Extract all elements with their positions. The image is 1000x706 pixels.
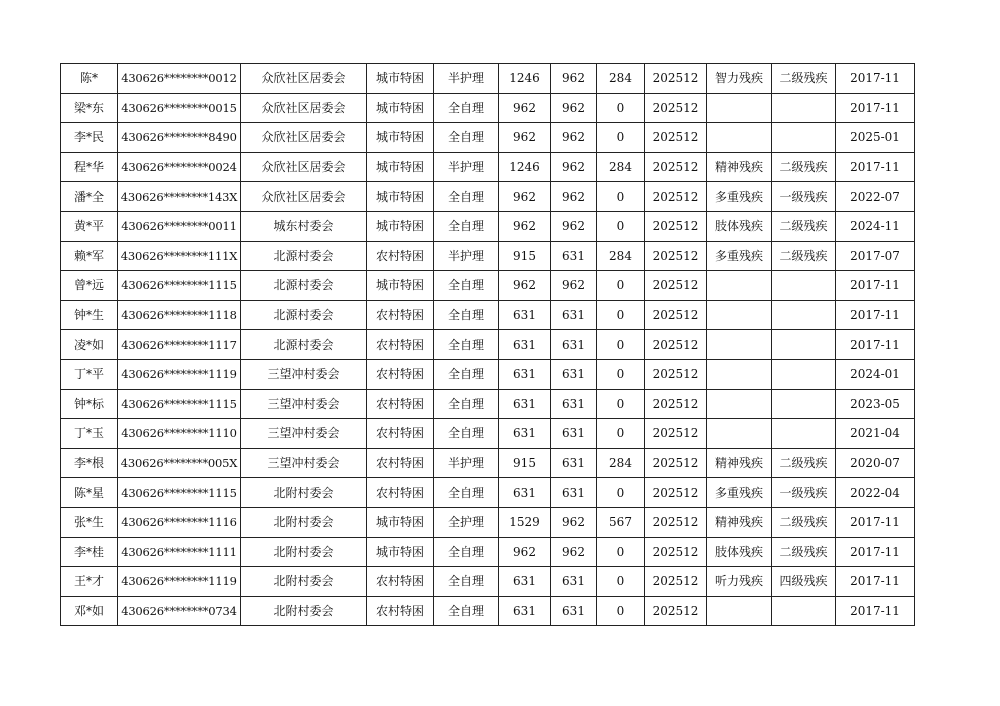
disability-grade-cell: [772, 389, 836, 419]
disability-grade-cell: 二级残疾: [772, 152, 836, 182]
disability-grade-cell: [772, 359, 836, 389]
care-subsidy-cell: 0: [597, 567, 645, 597]
base-amount-cell: 962: [551, 211, 597, 241]
table-row: [61, 93, 915, 123]
table-row: [61, 182, 915, 212]
community-cell: 众欣社区居委会: [241, 123, 367, 153]
disability-grade-cell: 二级残疾: [772, 537, 836, 567]
table-row: [61, 507, 915, 537]
disability-grade-cell: 二级残疾: [772, 64, 836, 94]
care-subsidy-cell: 0: [597, 537, 645, 567]
disability-type-cell: 精神残疾: [707, 152, 772, 182]
table-row: [61, 271, 915, 301]
period-cell: 202512: [645, 123, 707, 153]
total-amount-cell: 631: [499, 419, 551, 449]
table-row: [61, 64, 915, 94]
disability-grade-cell: 二级残疾: [772, 241, 836, 271]
id-number-cell: 430626********8490: [118, 123, 241, 153]
total-amount-cell: 915: [499, 241, 551, 271]
total-amount-cell: 631: [499, 389, 551, 419]
table-row: [61, 448, 915, 478]
base-amount-cell: 631: [551, 596, 597, 626]
community-cell: 北附村委会: [241, 596, 367, 626]
name-cell: 凌*如: [61, 330, 118, 360]
start-date-cell: 2017-11: [836, 300, 915, 330]
category-cell: 农村特困: [367, 567, 434, 597]
community-cell: 三望冲村委会: [241, 419, 367, 449]
name-cell: 钟*标: [61, 389, 118, 419]
community-cell: 北源村委会: [241, 271, 367, 301]
table-row: [61, 596, 915, 626]
community-cell: 三望冲村委会: [241, 389, 367, 419]
base-amount-cell: 962: [551, 537, 597, 567]
start-date-cell: 2017-11: [836, 271, 915, 301]
total-amount-cell: 962: [499, 537, 551, 567]
period-cell: 202512: [645, 448, 707, 478]
community-cell: 北源村委会: [241, 330, 367, 360]
care-level-cell: 半护理: [434, 64, 499, 94]
care-subsidy-cell: 0: [597, 419, 645, 449]
community-cell: 众欣社区居委会: [241, 182, 367, 212]
table-row: [61, 330, 915, 360]
category-cell: 农村特困: [367, 330, 434, 360]
table-row: [61, 419, 915, 449]
care-level-cell: 全自理: [434, 567, 499, 597]
name-cell: 张*生: [61, 507, 118, 537]
start-date-cell: 2021-04: [836, 419, 915, 449]
care-level-cell: 全自理: [434, 271, 499, 301]
care-level-cell: 半护理: [434, 448, 499, 478]
start-date-cell: 2017-11: [836, 537, 915, 567]
care-subsidy-cell: 0: [597, 182, 645, 212]
name-cell: 曾*远: [61, 271, 118, 301]
table-row: [61, 359, 915, 389]
period-cell: 202512: [645, 241, 707, 271]
total-amount-cell: 1246: [499, 152, 551, 182]
name-cell: 丁*平: [61, 359, 118, 389]
total-amount-cell: 631: [499, 596, 551, 626]
id-number-cell: 430626********0734: [118, 596, 241, 626]
disability-grade-cell: 二级残疾: [772, 211, 836, 241]
disability-type-cell: [707, 123, 772, 153]
base-amount-cell: 631: [551, 448, 597, 478]
start-date-cell: 2023-05: [836, 389, 915, 419]
base-amount-cell: 631: [551, 419, 597, 449]
disability-grade-cell: [772, 300, 836, 330]
care-level-cell: 全自理: [434, 93, 499, 123]
care-level-cell: 全自理: [434, 300, 499, 330]
category-cell: 农村特困: [367, 478, 434, 508]
care-subsidy-cell: 0: [597, 389, 645, 419]
name-cell: 丁*玉: [61, 419, 118, 449]
category-cell: 城市特困: [367, 152, 434, 182]
category-cell: 农村特困: [367, 596, 434, 626]
base-amount-cell: 962: [551, 182, 597, 212]
total-amount-cell: 631: [499, 478, 551, 508]
disability-type-cell: 精神残疾: [707, 448, 772, 478]
id-number-cell: 430626********1115: [118, 389, 241, 419]
base-amount-cell: 962: [551, 93, 597, 123]
period-cell: 202512: [645, 211, 707, 241]
id-number-cell: 430626********1119: [118, 567, 241, 597]
disability-grade-cell: 四级残疾: [772, 567, 836, 597]
care-subsidy-cell: 0: [597, 478, 645, 508]
care-subsidy-cell: 0: [597, 300, 645, 330]
category-cell: 城市特困: [367, 93, 434, 123]
id-number-cell: 430626********111X: [118, 241, 241, 271]
care-level-cell: 全自理: [434, 211, 499, 241]
disability-type-cell: 听力残疾: [707, 567, 772, 597]
name-cell: 梁*东: [61, 93, 118, 123]
period-cell: 202512: [645, 93, 707, 123]
category-cell: 农村特困: [367, 300, 434, 330]
community-cell: 三望冲村委会: [241, 448, 367, 478]
start-date-cell: 2017-11: [836, 152, 915, 182]
care-subsidy-cell: 0: [597, 93, 645, 123]
start-date-cell: 2017-11: [836, 596, 915, 626]
id-number-cell: 430626********1115: [118, 271, 241, 301]
disability-type-cell: [707, 596, 772, 626]
care-subsidy-cell: 0: [597, 211, 645, 241]
start-date-cell: 2017-07: [836, 241, 915, 271]
care-level-cell: 全自理: [434, 537, 499, 567]
total-amount-cell: 962: [499, 271, 551, 301]
disability-grade-cell: 一级残疾: [772, 182, 836, 212]
disability-type-cell: 多重残疾: [707, 241, 772, 271]
table-row: [61, 537, 915, 567]
start-date-cell: 2017-11: [836, 330, 915, 360]
id-number-cell: 430626********0015: [118, 93, 241, 123]
period-cell: 202512: [645, 567, 707, 597]
disability-grade-cell: [772, 123, 836, 153]
base-amount-cell: 962: [551, 123, 597, 153]
period-cell: 202512: [645, 330, 707, 360]
community-cell: 三望冲村委会: [241, 359, 367, 389]
disability-grade-cell: [772, 93, 836, 123]
name-cell: 王*才: [61, 567, 118, 597]
start-date-cell: 2022-07: [836, 182, 915, 212]
period-cell: 202512: [645, 300, 707, 330]
total-amount-cell: 631: [499, 359, 551, 389]
base-amount-cell: 631: [551, 359, 597, 389]
table-row: [61, 211, 915, 241]
total-amount-cell: 1246: [499, 64, 551, 94]
start-date-cell: 2017-11: [836, 507, 915, 537]
disability-type-cell: [707, 93, 772, 123]
care-level-cell: 半护理: [434, 241, 499, 271]
disability-type-cell: [707, 300, 772, 330]
start-date-cell: 2020-07: [836, 448, 915, 478]
category-cell: 农村特困: [367, 419, 434, 449]
start-date-cell: 2022-04: [836, 478, 915, 508]
start-date-cell: 2025-01: [836, 123, 915, 153]
name-cell: 李*桂: [61, 537, 118, 567]
base-amount-cell: 631: [551, 330, 597, 360]
disability-type-cell: 多重残疾: [707, 182, 772, 212]
id-number-cell: 430626********143X: [118, 182, 241, 212]
name-cell: 李*民: [61, 123, 118, 153]
total-amount-cell: 962: [499, 93, 551, 123]
base-amount-cell: 631: [551, 478, 597, 508]
table-row: [61, 152, 915, 182]
total-amount-cell: 631: [499, 567, 551, 597]
care-subsidy-cell: 284: [597, 241, 645, 271]
community-cell: 北附村委会: [241, 507, 367, 537]
care-subsidy-cell: 0: [597, 330, 645, 360]
disability-grade-cell: 二级残疾: [772, 448, 836, 478]
period-cell: 202512: [645, 359, 707, 389]
base-amount-cell: 631: [551, 241, 597, 271]
id-number-cell: 430626********1111: [118, 537, 241, 567]
period-cell: 202512: [645, 152, 707, 182]
disability-type-cell: [707, 389, 772, 419]
category-cell: 城市特困: [367, 211, 434, 241]
care-level-cell: 全自理: [434, 359, 499, 389]
period-cell: 202512: [645, 507, 707, 537]
community-cell: 北源村委会: [241, 241, 367, 271]
total-amount-cell: 962: [499, 182, 551, 212]
category-cell: 城市特困: [367, 507, 434, 537]
community-cell: 北附村委会: [241, 567, 367, 597]
care-level-cell: 全自理: [434, 330, 499, 360]
start-date-cell: 2017-11: [836, 93, 915, 123]
community-cell: 众欣社区居委会: [241, 64, 367, 94]
name-cell: 潘*全: [61, 182, 118, 212]
base-amount-cell: 962: [551, 271, 597, 301]
id-number-cell: 430626********0011: [118, 211, 241, 241]
care-level-cell: 全自理: [434, 596, 499, 626]
start-date-cell: 2017-11: [836, 64, 915, 94]
base-amount-cell: 962: [551, 64, 597, 94]
disability-type-cell: 多重残疾: [707, 478, 772, 508]
care-level-cell: 半护理: [434, 152, 499, 182]
category-cell: 城市特困: [367, 123, 434, 153]
care-subsidy-cell: 567: [597, 507, 645, 537]
name-cell: 陈*星: [61, 478, 118, 508]
disability-grade-cell: 二级残疾: [772, 507, 836, 537]
id-number-cell: 430626********1119: [118, 359, 241, 389]
care-subsidy-cell: 284: [597, 64, 645, 94]
period-cell: 202512: [645, 389, 707, 419]
category-cell: 城市特困: [367, 182, 434, 212]
name-cell: 程*华: [61, 152, 118, 182]
start-date-cell: 2017-11: [836, 567, 915, 597]
disability-grade-cell: [772, 330, 836, 360]
table-row: [61, 389, 915, 419]
period-cell: 202512: [645, 478, 707, 508]
name-cell: 钟*生: [61, 300, 118, 330]
period-cell: 202512: [645, 64, 707, 94]
start-date-cell: 2024-11: [836, 211, 915, 241]
category-cell: 农村特困: [367, 448, 434, 478]
category-cell: 农村特困: [367, 241, 434, 271]
name-cell: 赖*军: [61, 241, 118, 271]
care-level-cell: 全自理: [434, 182, 499, 212]
disability-grade-cell: [772, 419, 836, 449]
care-subsidy-cell: 0: [597, 271, 645, 301]
total-amount-cell: 1529: [499, 507, 551, 537]
period-cell: 202512: [645, 419, 707, 449]
total-amount-cell: 631: [499, 300, 551, 330]
total-amount-cell: 962: [499, 123, 551, 153]
id-number-cell: 430626********1110: [118, 419, 241, 449]
base-amount-cell: 631: [551, 567, 597, 597]
total-amount-cell: 631: [499, 330, 551, 360]
total-amount-cell: 915: [499, 448, 551, 478]
disability-type-cell: 肢体残疾: [707, 537, 772, 567]
id-number-cell: 430626********005X: [118, 448, 241, 478]
name-cell: 李*根: [61, 448, 118, 478]
id-number-cell: 430626********0012: [118, 64, 241, 94]
total-amount-cell: 962: [499, 211, 551, 241]
disability-type-cell: 肢体残疾: [707, 211, 772, 241]
table-body: [61, 64, 915, 626]
table-row: [61, 567, 915, 597]
period-cell: 202512: [645, 271, 707, 301]
period-cell: 202512: [645, 537, 707, 567]
disability-grade-cell: [772, 596, 836, 626]
id-number-cell: 430626********1117: [118, 330, 241, 360]
care-level-cell: 全自理: [434, 123, 499, 153]
category-cell: 农村特困: [367, 359, 434, 389]
period-cell: 202512: [645, 596, 707, 626]
base-amount-cell: 962: [551, 507, 597, 537]
care-subsidy-cell: 284: [597, 448, 645, 478]
care-subsidy-cell: 284: [597, 152, 645, 182]
table-row: [61, 478, 915, 508]
name-cell: 黄*平: [61, 211, 118, 241]
care-level-cell: 全自理: [434, 419, 499, 449]
community-cell: 北附村委会: [241, 537, 367, 567]
table-row: [61, 300, 915, 330]
disability-type-cell: 精神残疾: [707, 507, 772, 537]
id-number-cell: 430626********1118: [118, 300, 241, 330]
category-cell: 城市特困: [367, 64, 434, 94]
care-level-cell: 全自理: [434, 389, 499, 419]
disability-grade-cell: [772, 271, 836, 301]
disability-type-cell: [707, 419, 772, 449]
disability-type-cell: [707, 330, 772, 360]
community-cell: 众欣社区居委会: [241, 152, 367, 182]
table-row: [61, 123, 915, 153]
base-amount-cell: 631: [551, 389, 597, 419]
disability-grade-cell: 一级残疾: [772, 478, 836, 508]
period-cell: 202512: [645, 182, 707, 212]
care-level-cell: 全护理: [434, 507, 499, 537]
category-cell: 城市特困: [367, 537, 434, 567]
care-subsidy-cell: 0: [597, 359, 645, 389]
name-cell: 邓*如: [61, 596, 118, 626]
start-date-cell: 2024-01: [836, 359, 915, 389]
id-number-cell: 430626********0024: [118, 152, 241, 182]
community-cell: 众欣社区居委会: [241, 93, 367, 123]
category-cell: 农村特困: [367, 389, 434, 419]
records-table: [60, 63, 915, 626]
community-cell: 北源村委会: [241, 300, 367, 330]
care-level-cell: 全自理: [434, 478, 499, 508]
table-row: [61, 241, 915, 271]
disability-type-cell: [707, 359, 772, 389]
id-number-cell: 430626********1115: [118, 478, 241, 508]
category-cell: 城市特困: [367, 271, 434, 301]
id-number-cell: 430626********1116: [118, 507, 241, 537]
care-subsidy-cell: 0: [597, 596, 645, 626]
disability-type-cell: [707, 271, 772, 301]
disability-type-cell: 智力残疾: [707, 64, 772, 94]
community-cell: 北附村委会: [241, 478, 367, 508]
name-cell: 陈*: [61, 64, 118, 94]
base-amount-cell: 631: [551, 300, 597, 330]
community-cell: 城东村委会: [241, 211, 367, 241]
base-amount-cell: 962: [551, 152, 597, 182]
care-subsidy-cell: 0: [597, 123, 645, 153]
